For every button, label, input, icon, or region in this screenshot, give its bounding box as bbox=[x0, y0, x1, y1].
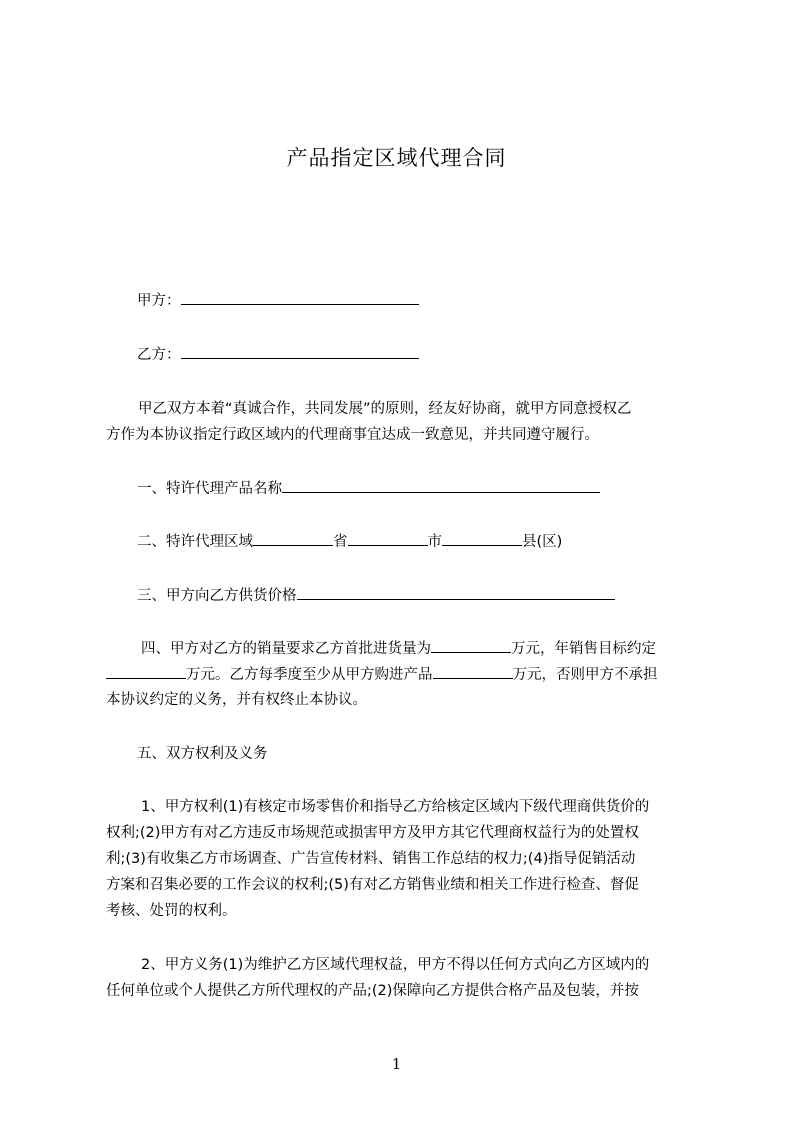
clause-3-label: 三、甲方向乙方供货价格 bbox=[137, 588, 297, 604]
party-a-blank bbox=[181, 290, 419, 305]
rights-a-line-4: 方案和召集必要的工作会议的权利;(5)有对乙方销售业绩和相关工作进行检查、督促 bbox=[106, 877, 639, 893]
clause-5-heading: 五、双方权利及义务 bbox=[137, 746, 268, 762]
clause-4-text-c: 万元。乙方每季度至少从甲方购进产品 bbox=[186, 667, 433, 683]
clause-1 bbox=[137, 478, 729, 499]
party-b-line bbox=[137, 344, 729, 365]
duties-a-line-1: 2、甲方义务(1)为维护乙方区域代理权益，甲方不得以任何方式向乙方区域内的 bbox=[141, 957, 650, 973]
clause-1-label: 一、特许代理产品名称 bbox=[137, 481, 282, 497]
preamble-line-1: 甲乙双方本着“真诚合作，共同发展”的原则，经友好协商，就甲方同意授权乙 bbox=[138, 401, 632, 417]
clause-2 bbox=[137, 531, 729, 552]
clause-2-label: 二、特许代理区域 bbox=[137, 534, 253, 550]
document-title: 产品指定区域代理合同 bbox=[286, 146, 507, 170]
clause-4-line-1 bbox=[141, 638, 699, 659]
quarterly-purchase-blank bbox=[433, 664, 513, 679]
province-blank bbox=[253, 531, 333, 546]
clause-3-blank bbox=[297, 585, 615, 600]
rights-a-line-5: 考核、处罚的权利。 bbox=[106, 903, 237, 919]
party-b-label: 乙方： bbox=[137, 347, 181, 363]
preamble-line-2: 方作为本协议指定行政区域内的代理商事宜达成一致意见，并共同遵守履行。 bbox=[106, 427, 599, 443]
clause-4-text-d: 万元，否则甲方不承担 bbox=[512, 667, 658, 683]
city-label: 市 bbox=[427, 534, 442, 550]
clause-4-text-a: 四、甲方对乙方的销量要求乙方首批进货量为 bbox=[141, 641, 431, 657]
clause-4-line-2 bbox=[106, 664, 698, 685]
party-a-label: 甲方： bbox=[137, 293, 181, 309]
clause-4-text-b: 万元，年销售目标约定 bbox=[511, 641, 656, 657]
clause-4-line-3: 本协议约定的义务，并有权终止本协议。 bbox=[106, 692, 367, 708]
clause-1-blank bbox=[282, 478, 600, 493]
rights-a-line-3: 利;(3)有收集乙方市场调查、广告宣传材料、销售工作总结的权力;(4)指导促销活动 bbox=[106, 851, 636, 867]
county-label: 县(区) bbox=[522, 534, 563, 550]
county-blank bbox=[442, 531, 522, 546]
page-number: 1 bbox=[391, 1055, 402, 1073]
province-label: 省 bbox=[333, 534, 348, 550]
party-a-line bbox=[137, 290, 729, 311]
party-b-blank bbox=[181, 344, 419, 359]
rights-a-line-1: 1、甲方权利(1)有核定市场零售价和指导乙方给核定区域内下级代理商供货价的 bbox=[141, 799, 650, 815]
clause-3 bbox=[137, 585, 729, 606]
city-blank bbox=[348, 531, 428, 546]
first-order-blank bbox=[431, 638, 511, 653]
annual-target-blank bbox=[106, 664, 186, 679]
rights-a-line-2: 权利;(2)甲方有对乙方违反市场规范或损害甲方及甲方其它代理商权益行为的处置权 bbox=[106, 825, 639, 841]
duties-a-line-2: 任何单位或个人提供乙方所代理权的产品;(2)保障向乙方提供合格产品及包装，并按 bbox=[106, 983, 639, 999]
